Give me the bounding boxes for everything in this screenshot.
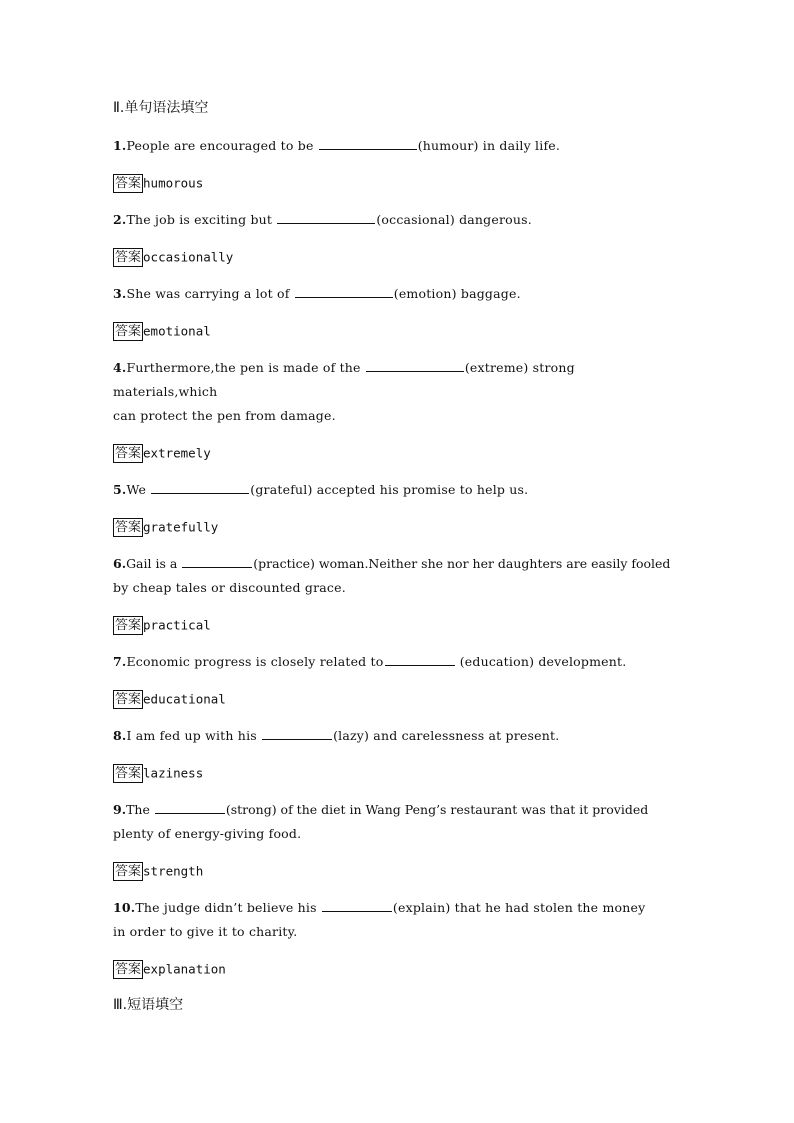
question-number: 1.: [113, 138, 127, 153]
answer-8: 答案 laziness: [115, 765, 204, 781]
answer-blank[interactable]: [366, 357, 464, 372]
answer-label: 答案: [115, 250, 142, 265]
section-title-grammar: Ⅱ.单句语法填空: [113, 100, 209, 116]
answer-blank[interactable]: [319, 135, 417, 150]
answer-label: 答案: [115, 864, 142, 879]
answer-blank[interactable]: [385, 651, 455, 666]
answer-9: 答案 strength: [115, 863, 204, 879]
answer-label: 答案: [115, 176, 142, 191]
question-number: 9.: [113, 802, 127, 817]
answer-5: 答案 gratefully: [115, 519, 219, 535]
question-4: 4.Furthermore,the pen is made of the (extreme) strong materials,which can protect the pen from damage.: [113, 356, 683, 428]
answer-1: 答案 humorous: [115, 175, 204, 191]
question-number: 8.: [113, 728, 127, 743]
question-6: 6.Gail is a (practice) woman.Neither she nor her daughters are easily fooled by cheap tales or discounted grace.: [113, 552, 683, 600]
question-number: 10.: [113, 900, 136, 915]
question-2: 2.The job is exciting but (occasional) dangerous.: [113, 208, 683, 232]
question-10: 10.The judge didn’t believe his (explain) that he had stolen the money in order to give it to charity.: [113, 896, 683, 944]
answer-label: 答案: [115, 962, 142, 977]
question-number: 6.: [113, 556, 127, 571]
answer-label: 答案: [115, 766, 142, 781]
answer-blank[interactable]: [322, 897, 392, 912]
question-number: 7.: [113, 654, 127, 669]
answer-blank[interactable]: [262, 725, 332, 740]
answer-blank[interactable]: [182, 553, 252, 568]
question-3: 3.She was carrying a lot of (emotion) baggage.: [113, 282, 683, 306]
worksheet-page: [113, 96, 683, 1017]
answer-10: 答案 explanation: [115, 961, 226, 977]
question-number: 3.: [113, 286, 127, 301]
question-1: 1.People are encouraged to be (humour) in daily life.: [113, 134, 683, 158]
answer-label: 答案: [115, 324, 142, 339]
answer-4: 答案 extremely: [115, 445, 211, 461]
question-number: 5.: [113, 482, 127, 497]
answer-blank[interactable]: [277, 209, 375, 224]
answer-6: 答案 practical: [115, 617, 211, 633]
question-number: 4.: [113, 360, 127, 375]
answer-label: 答案: [115, 446, 142, 461]
answer-2: 答案 occasionally: [115, 249, 234, 265]
answer-label: 答案: [115, 692, 142, 707]
answer-blank[interactable]: [151, 479, 249, 494]
section-title-phrases: Ⅲ.短语填空: [113, 997, 184, 1013]
question-7: 7.Economic progress is closely related to (education) development.: [113, 650, 683, 674]
answer-3: 答案 emotional: [115, 323, 211, 339]
answer-label: 答案: [115, 520, 142, 535]
question-number: 2.: [113, 212, 127, 227]
question-5: 5.We (grateful) accepted his promise to help us.: [113, 478, 683, 502]
answer-blank[interactable]: [295, 283, 393, 298]
question-9: 9.The (strong) of the diet in Wang Peng’s restaurant was that it provided plenty of energy-giving food.: [113, 798, 683, 846]
answer-label: 答案: [115, 618, 142, 633]
question-8: 8.I am fed up with his (lazy) and carelessness at present.: [113, 724, 683, 748]
answer-blank[interactable]: [155, 799, 225, 814]
answer-7: 答案 educational: [115, 691, 226, 707]
